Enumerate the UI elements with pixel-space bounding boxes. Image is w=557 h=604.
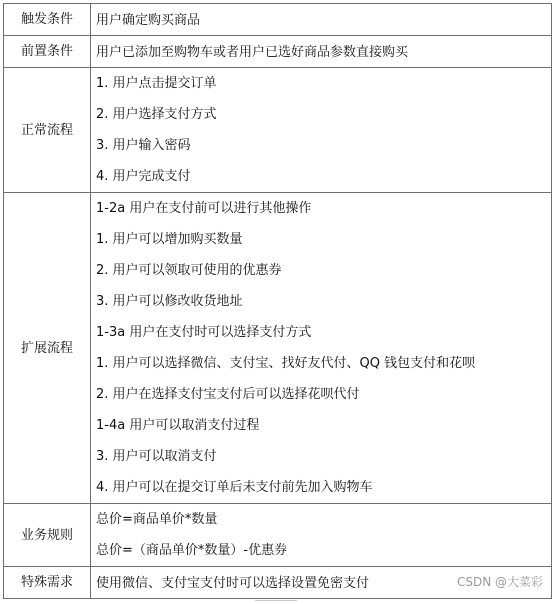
row-label-special-requirements: 特殊需求 (4, 567, 91, 599)
content-line: 4. 用户可以在提交订单后未支付前先加入购物车 (96, 480, 373, 495)
row-label-extension-flow: 扩展流程 (4, 193, 91, 504)
table-row-trigger (4, 4, 552, 36)
content-line: 2. 用户在选择支付宝支付后可以选择花呗代付 (96, 387, 360, 402)
row-content-trigger (91, 4, 552, 36)
table-row-normal-flow (4, 68, 552, 193)
row-label-business-rules: 业务规则 (4, 504, 91, 567)
content-line: 2. 用户可以领取可使用的优惠券 (96, 263, 282, 278)
content-line: 1-4a 用户可以取消支付过程 (96, 418, 260, 433)
row-content-normal-flow (91, 68, 552, 193)
table-row-extension-flow (4, 193, 552, 504)
use-case-spec-table (3, 3, 552, 599)
content-line: 1. 用户可以增加购买数量 (96, 232, 243, 247)
content-line: 总价=（商品单价*数量）-优惠券 (96, 543, 288, 558)
content-line: 1. 用户可以选择微信、支付宝、找好友代付、QQ 钱包支付和花呗 (96, 356, 476, 371)
table-row-precondition (4, 36, 552, 68)
content-line: 4. 用户完成支付 (96, 169, 191, 184)
content-line: 1-3a 用户在支付时可以选择支付方式 (96, 325, 312, 340)
row-label-normal-flow: 正常流程 (4, 68, 91, 193)
content-line: 3. 用户输入密码 (96, 138, 191, 153)
row-content-extension-flow (91, 193, 552, 504)
watermark: CSDN @大菜彩 (456, 575, 543, 589)
content-line: 用户已添加至购物车或者用户已选好商品参数直接购买 (96, 44, 409, 60)
row-label-trigger: 触发条件 (4, 4, 91, 36)
content-line: 1-2a 用户在支付前可以进行其他操作 (96, 201, 312, 216)
bottom-divider (255, 600, 297, 601)
content-line: 总价=商品单价*数量 (96, 512, 218, 527)
row-content-precondition (91, 36, 552, 68)
table-row-business-rules (4, 504, 552, 567)
content-line: 3. 用户可以取消支付 (96, 449, 217, 464)
content-line: 用户确定购买商品 (96, 12, 201, 28)
content-line: 3. 用户可以修改收货地址 (96, 294, 243, 309)
content-line: 2. 用户选择支付方式 (96, 107, 217, 122)
content-line: 使用微信、支付宝支付时可以选择设置免密支付 (96, 575, 370, 591)
content-line: 1. 用户点击提交订单 (96, 76, 217, 91)
row-content-business-rules (91, 504, 552, 567)
row-label-precondition: 前置条件 (4, 36, 91, 68)
